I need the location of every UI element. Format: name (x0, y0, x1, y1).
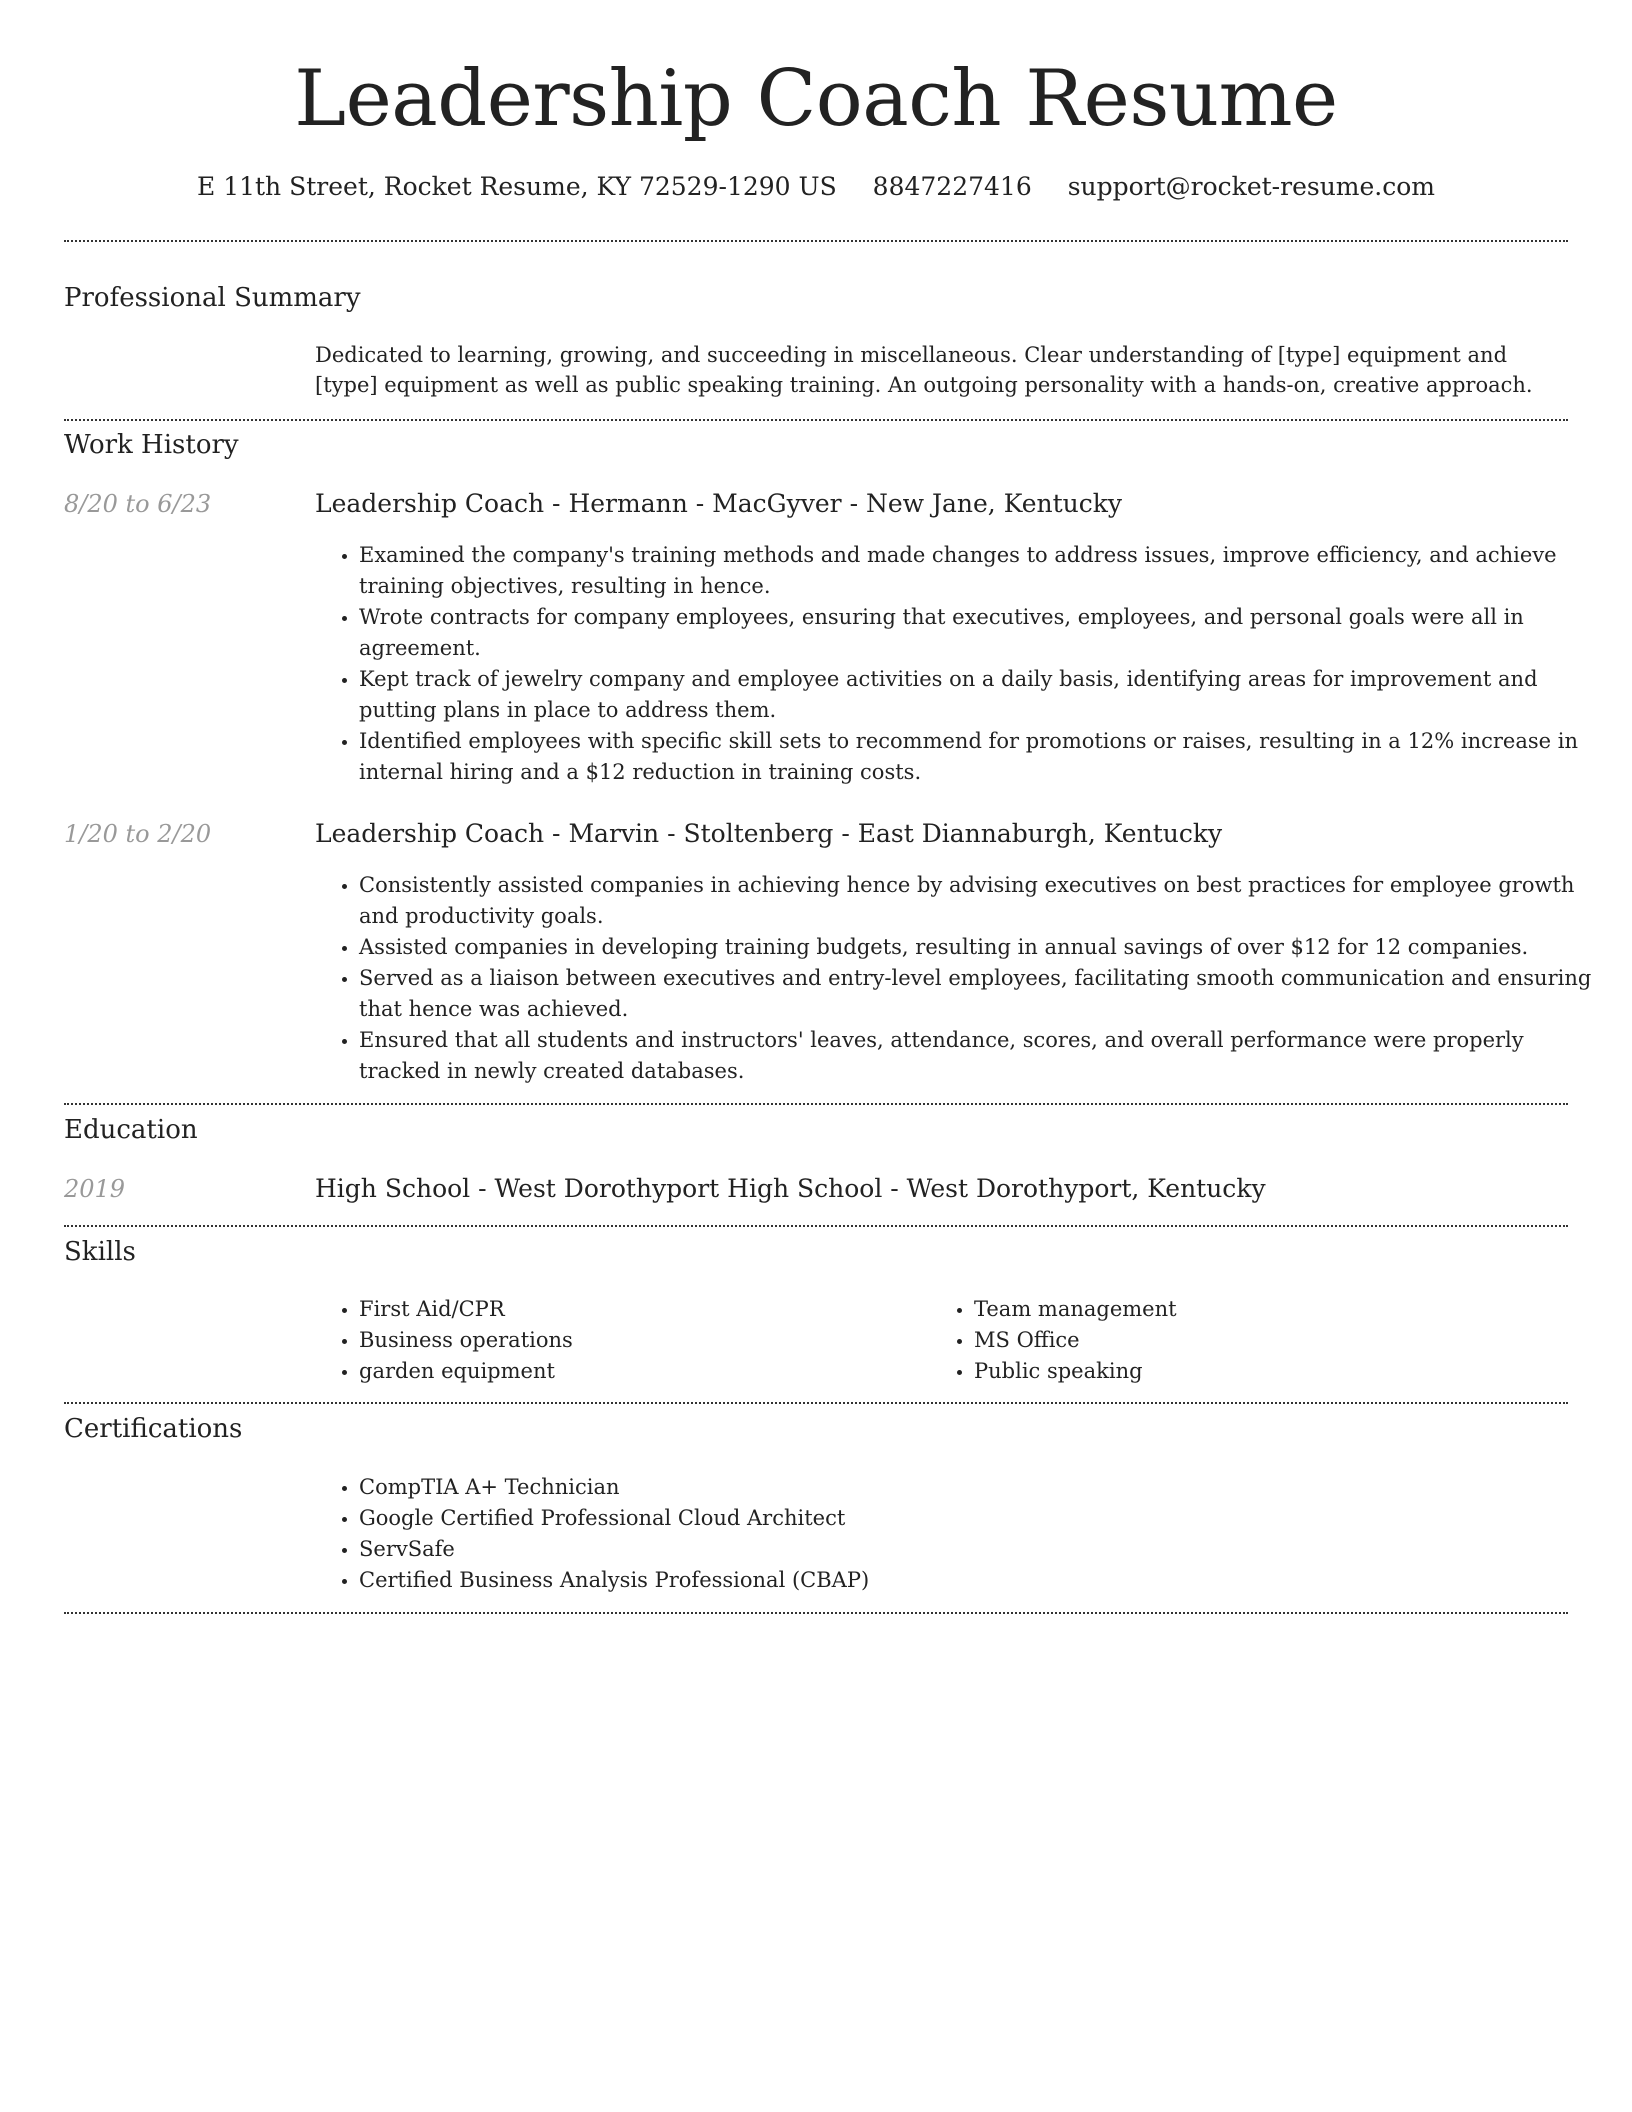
list-item: • Kept track of jewelry company and employee activities on a daily basis, identifying areas for improvement and putting plans in place to address them. (359, 664, 1599, 726)
skills-list-right (930, 1294, 1632, 1387)
section-divider (64, 1612, 1568, 1614)
certifications-list (315, 1472, 1599, 1596)
list-item: • Ensured that all students and instructors' leaves, attendance, scores, and overall performance were properly tracked in newly created databases. (359, 1025, 1599, 1087)
section-divider (64, 240, 1568, 242)
list-item: • Wrote contracts for company employees, ensuring that executives, employees, and personal goals were all in agreement. (359, 602, 1599, 664)
skill-item: • Business operations (359, 1325, 1599, 1356)
job-dates: 1/20 to 2/20 (64, 820, 212, 848)
education-entry: High School - West Dorothyport High School - West Dorothyport, Kentucky (315, 1174, 1266, 1203)
resume-title: Leadership Coach Resume (294, 54, 1338, 144)
section-divider (64, 1103, 1568, 1105)
contact-email: support@rocket-resume.com (1067, 172, 1435, 201)
skills-heading: Skills (64, 1237, 136, 1267)
job-bullets (315, 540, 1599, 788)
certification-item: • ServSafe (359, 1534, 1599, 1565)
skill-item: • MS Office (974, 1325, 1632, 1356)
section-divider (64, 419, 1568, 421)
certification-item: • Google Certified Professional Cloud Architect (359, 1503, 1599, 1534)
contact-phone: 8847227416 (872, 172, 1032, 201)
certification-item: • CompTIA A+ Technician (359, 1472, 1599, 1503)
section-divider (64, 1402, 1568, 1404)
job-title: Leadership Coach - Marvin - Stoltenberg - East Diannaburgh, Kentucky (315, 819, 1223, 848)
job-dates: 8/20 to 6/23 (64, 490, 212, 518)
work-history-heading: Work History (64, 430, 239, 460)
resume-page (64, 0, 1592, 1592)
skill-item: • Public speaking (974, 1356, 1632, 1387)
list-item: • Examined the company's training methods and made changes to address issues, improve efficiency, and achieve training objectives, resulting in hence. (359, 540, 1599, 602)
contact-address: E 11th Street, Rocket Resume, KY 72529-1290 US (197, 172, 837, 201)
list-item: • Consistently assisted companies in achieving hence by advising executives on best practices for employee growth and productivity goals. (359, 870, 1599, 932)
certifications-heading: Certifications (64, 1414, 243, 1444)
list-item: • Served as a liaison between executives and entry-level employees, facilitating smooth communication and ensuring that hence was achieved. (359, 963, 1599, 1025)
skill-item: • First Aid/CPR (359, 1294, 1599, 1325)
education-year: 2019 (64, 1175, 126, 1203)
contact-line (64, 172, 1568, 201)
certification-item: • Certified Business Analysis Professional (CBAP) (359, 1565, 1599, 1596)
section-divider (64, 1225, 1568, 1227)
skill-item: • Team management (974, 1294, 1632, 1325)
skill-item: • garden equipment (359, 1356, 1599, 1387)
education-heading: Education (64, 1115, 198, 1145)
job-title: Leadership Coach - Hermann - MacGyver - New Jane, Kentucky (315, 489, 1123, 518)
list-item: • Assisted companies in developing training budgets, resulting in annual savings of over $12 for 12 companies. (359, 932, 1599, 963)
list-item: • Identified employees with specific skill sets to recommend for promotions or raises, resulting in a 12% increase in internal hiring and a $12 reduction in training costs. (359, 726, 1599, 788)
summary-heading: Professional Summary (64, 283, 361, 313)
job-bullets (315, 870, 1599, 1087)
summary-text: Dedicated to learning, growing, and succeeding in miscellaneous. Clear understanding of [type] equipment and [type] equipment as well as public speaking training. An outgoing personality with a hands-on, creative approach. (315, 343, 1533, 397)
